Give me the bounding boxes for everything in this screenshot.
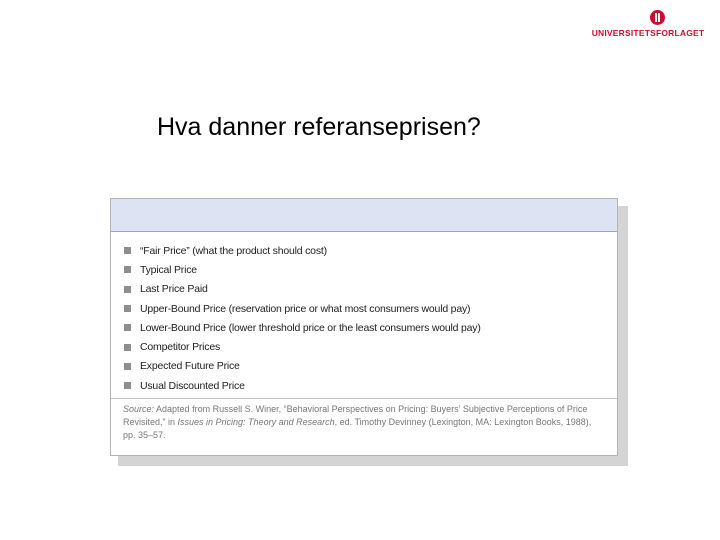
slide-title: Hva danner referanseprisen? [157, 113, 481, 141]
source-note [111, 399, 617, 442]
publisher-logo [586, 8, 710, 38]
square-bullet-icon [124, 266, 131, 273]
square-bullet-icon [124, 324, 131, 331]
list-item [124, 376, 617, 395]
source-book-title: Issues in Pricing: Theory and Research [177, 417, 335, 428]
square-bullet-icon [124, 247, 131, 254]
list-item-text: Expected Future Price [140, 360, 240, 373]
list-item [124, 337, 617, 356]
source-text-end: , ed. Timothy Devinney (Lexington, MA: Lexington Books, 1988), pp. 35–57. [123, 417, 592, 441]
square-bullet-icon [124, 286, 131, 293]
list-item-text: Upper-Bound Price (reservation price or what most consumers would pay) [140, 302, 471, 315]
reference-price-table [110, 198, 618, 456]
university-press-logo-icon [650, 10, 665, 25]
square-bullet-icon [124, 363, 131, 370]
list-item-text: Competitor Prices [140, 341, 221, 354]
list-item-text: Typical Price [140, 263, 197, 276]
square-bullet-icon [124, 382, 131, 389]
list-item [124, 357, 617, 376]
square-bullet-icon [124, 344, 131, 351]
list-item [124, 299, 617, 318]
list-item [124, 260, 617, 279]
publisher-name: UNIVERSITETSFORLAGET [591, 28, 705, 38]
list-item [124, 280, 617, 299]
list-item-text: Last Price Paid [140, 283, 208, 296]
table-header-bar [111, 199, 617, 232]
list-item-text: Usual Discounted Price [140, 379, 245, 392]
source-label: Source: [123, 404, 155, 415]
list-item-text: “Fair Price” (what the product should cost) [140, 244, 327, 257]
reference-price-list [111, 232, 617, 395]
square-bullet-icon [124, 305, 131, 312]
list-item-text: Lower-Bound Price (lower threshold price or the least consumers would pay) [140, 321, 481, 334]
source-text: Adapted from Russell S. Winer, “Behavioral Perspectives on Pricing: Buyers’ Subjective Perceptions of Price Revisited,” in [123, 404, 588, 428]
list-item [124, 241, 617, 260]
list-item [124, 318, 617, 337]
